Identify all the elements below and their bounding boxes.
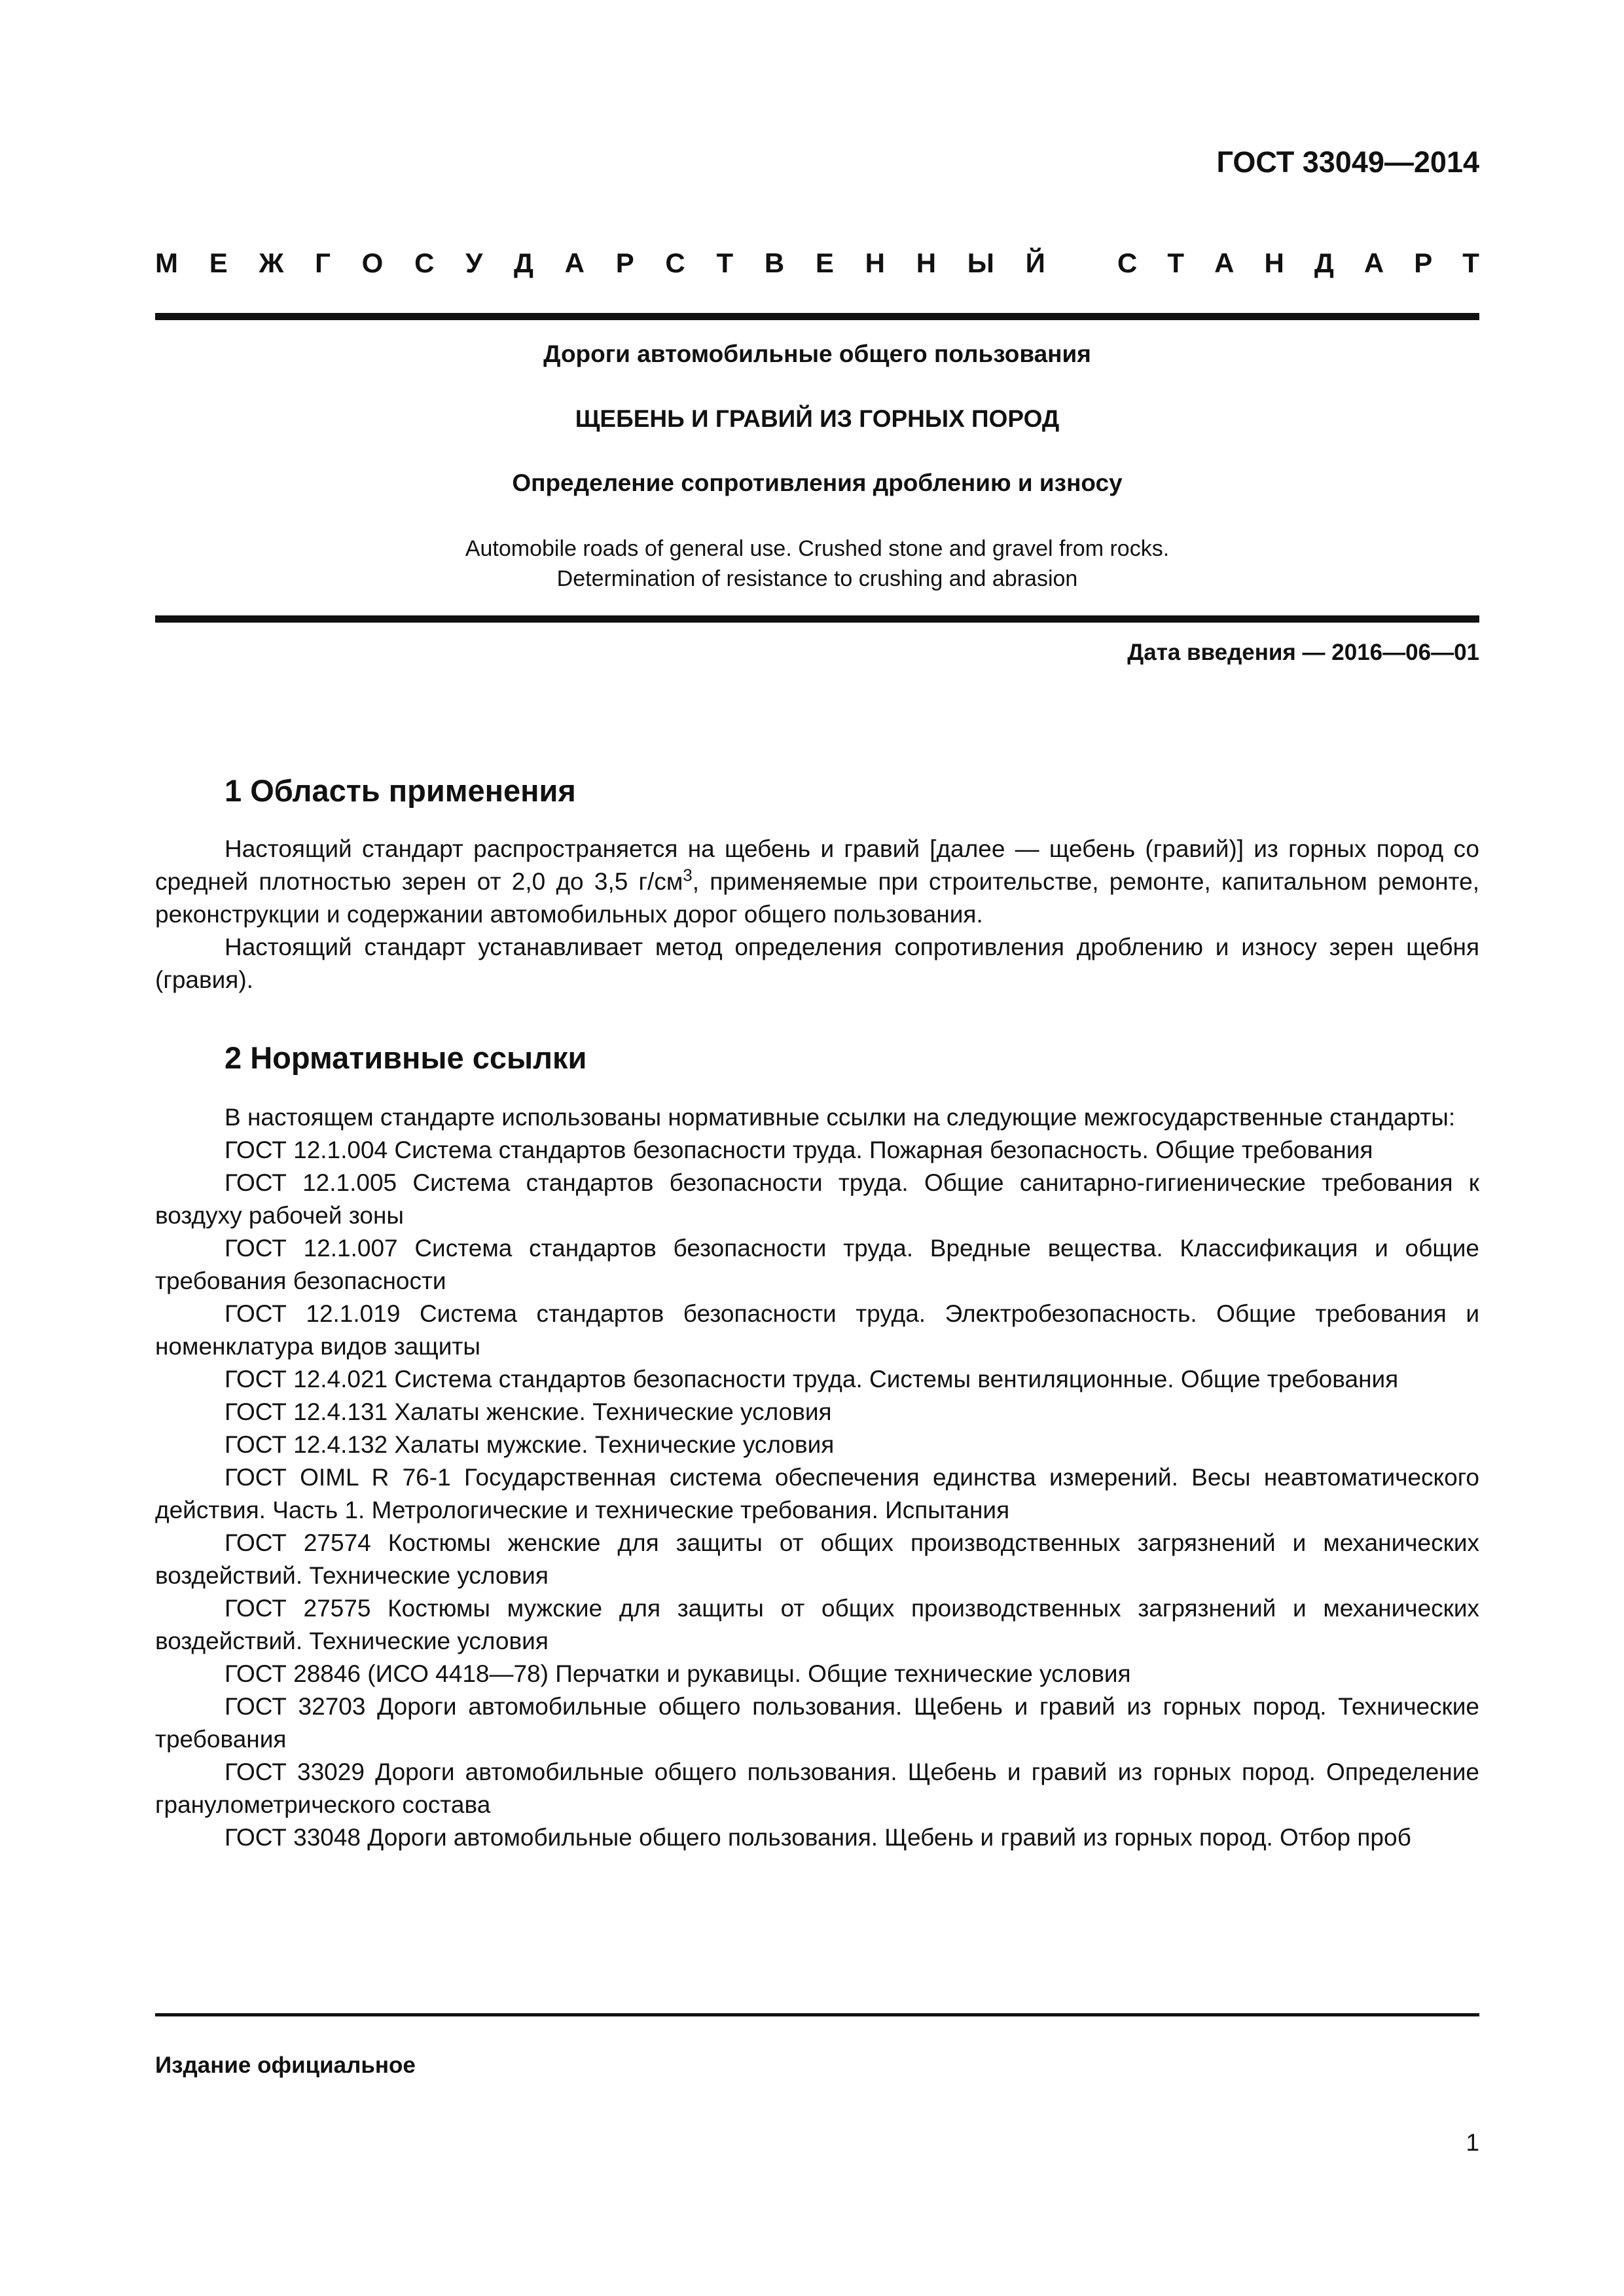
reference-item: ГОСТ 27575 Костюмы мужские для защиты от общих производственных загрязнений и механических воздействий. Технические условия [155, 1595, 1479, 1654]
banner-right-letter: С [1117, 247, 1138, 278]
section-1-paragraph-1-part-b: , применяемые при строительстве, ремонте, капитальном ремонте, реконструкции и содержании автомобильных дорог общего пользования. [155, 868, 1479, 928]
section-1-body [155, 833, 1479, 996]
banner-left-letter: О [361, 247, 384, 278]
banner-right-letter: Т [1462, 247, 1479, 278]
banner-left-letter: Р [615, 247, 634, 278]
banner-right-letter: Т [1167, 247, 1185, 278]
banner-left-letter: Ы [967, 247, 994, 278]
banner-left-letter: Г [315, 247, 331, 278]
reference-item: ГОСТ 12.1.007 Система стандартов безопасности труда. Вредные вещества. Классификация и общие требования безопасности [155, 1235, 1479, 1294]
english-title-line-1: Automobile roads of general use. Crushed stone and gravel from rocks. [465, 536, 1170, 561]
banner-left-letter: Е [209, 247, 228, 278]
section-2-heading: 2 Нормативные ссылки [225, 1040, 587, 1075]
reference-item: ГОСТ 33029 Дороги автомобильные общего пользования. Щебень и гравий из горных пород. Определение гранулометрического состава [155, 1758, 1479, 1818]
document-number: ГОСТ 33049—2014 [1216, 145, 1479, 179]
banner-left-letter: Е [815, 247, 834, 278]
standard-banner [155, 247, 1479, 279]
banner-right-letter: Д [1314, 247, 1334, 278]
section-2-intro: В настоящем стандарте использованы нормативные ссылки на следующие межгосударственные стандарты: [225, 1104, 1456, 1131]
top-rule [155, 313, 1479, 320]
section-2-body [155, 1101, 1479, 1854]
reference-item: ГОСТ 12.1.005 Система стандартов безопасности труда. Общие санитарно-гигиенические требования к воздуху рабочей зоны [155, 1169, 1479, 1229]
reference-item: ГОСТ 32703 Дороги автомобильные общего пользования. Щебень и гравий из горных пород. Технические требования [155, 1693, 1479, 1753]
banner-left-letter: С [414, 247, 435, 278]
banner-right-letters [1117, 247, 1479, 279]
reference-item: ГОСТ 33048 Дороги автомобильные общего пользования. Щебень и гравий из горных пород. Отбор проб [225, 1824, 1411, 1851]
reference-item: ГОСТ 12.1.004 Система стандартов безопасности труда. Пожарная безопасность. Общие требования [225, 1137, 1373, 1163]
banner-left-letter: Й [1025, 247, 1045, 278]
english-title-line-2: Determination of resistance to crushing and abrasion [556, 566, 1078, 591]
banner-left-letter: Н [916, 247, 937, 278]
banner-left-letter: Ж [259, 247, 284, 278]
banner-left-letter: Д [513, 247, 533, 278]
footer-rule [155, 2013, 1479, 2016]
banner-right-letter: Р [1414, 247, 1433, 278]
title-line-3: Определение сопротивления дроблению и износу [512, 469, 1123, 496]
banner-left-letter: В [764, 247, 785, 278]
reference-item: ГОСТ 12.1.019 Система стандартов безопасности труда. Электробезопасность. Общие требования и номенклатура видов защиты [155, 1300, 1479, 1360]
section-1-paragraph-1-part-a: Настоящий стандарт распространяется на щебень и гравий [далее — щебень (гравий)] из горных пород со средней плотностью зерен от 2,0 до 3,5 г/см [155, 835, 1479, 895]
cubic-superscript: 3 [683, 865, 693, 885]
section-1-paragraph-2: Настоящий стандарт устанавливает метод определения сопротивления дроблению и износу зерен щебня (гравия). [155, 934, 1479, 993]
page-number: 1 [1466, 2129, 1479, 2156]
reference-item: ГОСТ OIML R 76-1 Государственная система обеспечения единства измерений. Весы неавтоматического действия. Часть 1. Метрологические и технические требования. Испытания [155, 1464, 1479, 1523]
section-1-heading: 1 Область применения [225, 773, 576, 808]
section-1-paragraph-1 [155, 833, 1479, 931]
reference-item: ГОСТ 12.4.021 Система стандартов безопасности труда. Системы вентиляционные. Общие требования [225, 1366, 1399, 1393]
edition-note: Издание официальное [155, 2052, 416, 2078]
banner-left-letter: Т [716, 247, 734, 278]
normative-references-list [155, 1134, 1479, 1854]
banner-left-letter: У [465, 247, 483, 278]
english-title [155, 534, 1479, 594]
introduction-date: Дата введения — 2016—06—01 [1127, 640, 1479, 665]
title-rule [155, 615, 1479, 623]
banner-left-letter: Н [865, 247, 885, 278]
reference-item: ГОСТ 27574 Костюмы женские для защиты от общих производственных загрязнений и механических воздействий. Технические условия [155, 1529, 1479, 1589]
banner-left-letter: А [564, 247, 585, 278]
banner-right-letter: А [1214, 247, 1235, 278]
title-line-1: Дороги автомобильные общего пользования [543, 340, 1091, 367]
reference-item: ГОСТ 12.4.131 Халаты женские. Технические условия [225, 1398, 832, 1425]
banner-right-letter: Н [1264, 247, 1284, 278]
reference-item: ГОСТ 12.4.132 Халаты мужские. Технические условия [225, 1431, 835, 1458]
banner-left-letters [155, 247, 1045, 279]
banner-left-letter: С [665, 247, 685, 278]
reference-item: ГОСТ 28846 (ИСО 4418—78) Перчатки и рукавицы. Общие технические условия [225, 1660, 1131, 1687]
banner-left-letter: М [155, 247, 178, 278]
title-line-2: ЩЕБЕНЬ И ГРАВИЙ ИЗ ГОРНЫХ ПОРОД [575, 405, 1060, 432]
banner-right-letter: А [1363, 247, 1384, 278]
